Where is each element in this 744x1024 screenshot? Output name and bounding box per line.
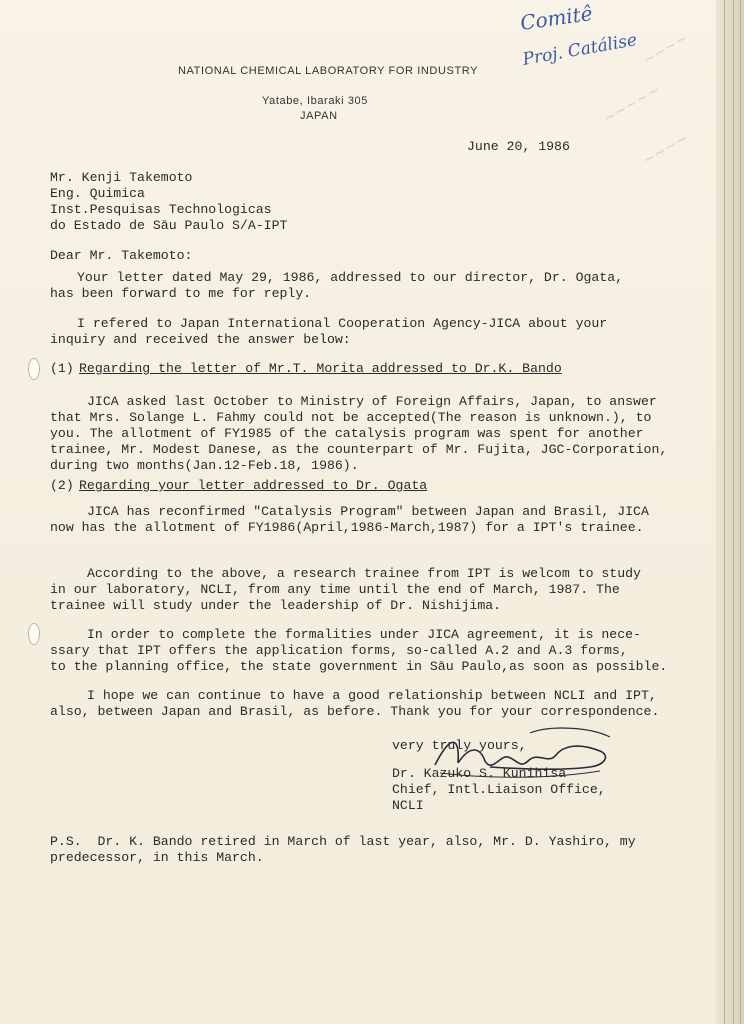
body-line: In order to complete the formalities under JICA agreement, it is nece- xyxy=(87,627,641,642)
recipient-line: Mr. Kenji Takemoto xyxy=(50,170,193,185)
signatory-name: Dr. Kazuko S. Kunihisa xyxy=(392,766,567,781)
section-number: (2) xyxy=(50,478,74,493)
body-line: trainee will study under the leadership of Dr. Nishijima. xyxy=(50,598,502,613)
body-line: JICA asked last October to Ministry of Foreign Affairs, Japan, to answer xyxy=(87,394,657,409)
body-line: JICA has reconfirmed "Catalysis Program" between Japan and Brasil, JICA xyxy=(87,504,649,519)
body-line: Your letter dated May 29, 1986, addressed to our director, Dr. Ogata, xyxy=(77,270,624,285)
letterhead-address-line1: Yatabe, Ibaraki 305 xyxy=(262,95,368,107)
signatory-title: Chief, Intl.Liaison Office, xyxy=(392,782,606,797)
postscript-line: predecessor, in this March. xyxy=(50,850,264,865)
letterhead-address-line2: JAPAN xyxy=(300,110,338,122)
salutation: Dear Mr. Takemoto: xyxy=(50,248,193,263)
signatory-organization: NCLI xyxy=(392,798,424,813)
body-line: inquiry and received the answer below: xyxy=(50,332,351,347)
body-line: during two months(Jan.12-Feb.18, 1986). xyxy=(50,458,359,473)
bleed-through-mark: ~~~~ xyxy=(638,128,692,170)
letterhead-name: NATIONAL CHEMICAL LABORATORY FOR INDUSTRY xyxy=(178,65,479,77)
postscript-line: P.S. Dr. K. Bando retired in March of last year, also, Mr. D. Yashiro, my xyxy=(50,834,636,849)
page-edge xyxy=(716,0,744,1024)
recipient-line: do Estado de Sāu Paulo S/A-IPT xyxy=(50,218,288,233)
body-line: in our laboratory, NCLI, from any time until the end of March, 1987. The xyxy=(50,582,620,597)
bleed-through-mark: ~~~~~ xyxy=(599,80,664,128)
body-line: I refered to Japan International Cooperation Agency-JICA about your xyxy=(77,316,608,331)
section-heading: Regarding the letter of Mr.T. Morita addressed to Dr.K. Bando xyxy=(79,361,562,376)
punch-hole xyxy=(28,358,40,380)
recipient-line: Inst.Pesquisas Technologicas xyxy=(50,202,272,217)
body-line: also, between Japan and Brasil, as before. Thank you for your correspondence. xyxy=(50,704,660,719)
body-line: to the planning office, the state government in Sāu Paulo,as soon as possible. xyxy=(50,659,668,674)
body-line: According to the above, a research trainee from IPT is welcom to study xyxy=(87,566,641,581)
letter-date: June 20, 1986 xyxy=(467,139,570,154)
recipient-line: Eng. Quimica xyxy=(50,186,145,201)
body-line: I hope we can continue to have a good relationship between NCLI and IPT, xyxy=(87,688,657,703)
complimentary-close: very truly yours, xyxy=(392,738,527,753)
body-line: ssary that IPT offers the application forms, so-called A.2 and A.3 forms, xyxy=(50,643,628,658)
handwritten-note-line2: Proj. Catálise xyxy=(521,30,639,70)
body-line: has been forward to me for reply. xyxy=(50,286,312,301)
handwritten-note-line1: Comitê xyxy=(518,1,594,35)
body-line: that Mrs. Solange L. Fahmy could not be accepted(The reason is unknown.), to xyxy=(50,410,652,425)
body-line: now has the allotment of FY1986(April,1986-March,1987) for a IPT's trainee. xyxy=(50,520,644,535)
punch-hole xyxy=(28,623,40,645)
section-heading: Regarding your letter addressed to Dr. Ogata xyxy=(79,478,428,493)
body-line: trainee, Mr. Modest Danese, as the counterpart of Mr. Fujita, JGC-Corporation, xyxy=(50,442,668,457)
bleed-through-mark: ~~~~ xyxy=(638,28,692,70)
section-number: (1) xyxy=(50,361,74,376)
body-line: you. The allotment of FY1985 of the catalysis program was spent for another xyxy=(50,426,644,441)
